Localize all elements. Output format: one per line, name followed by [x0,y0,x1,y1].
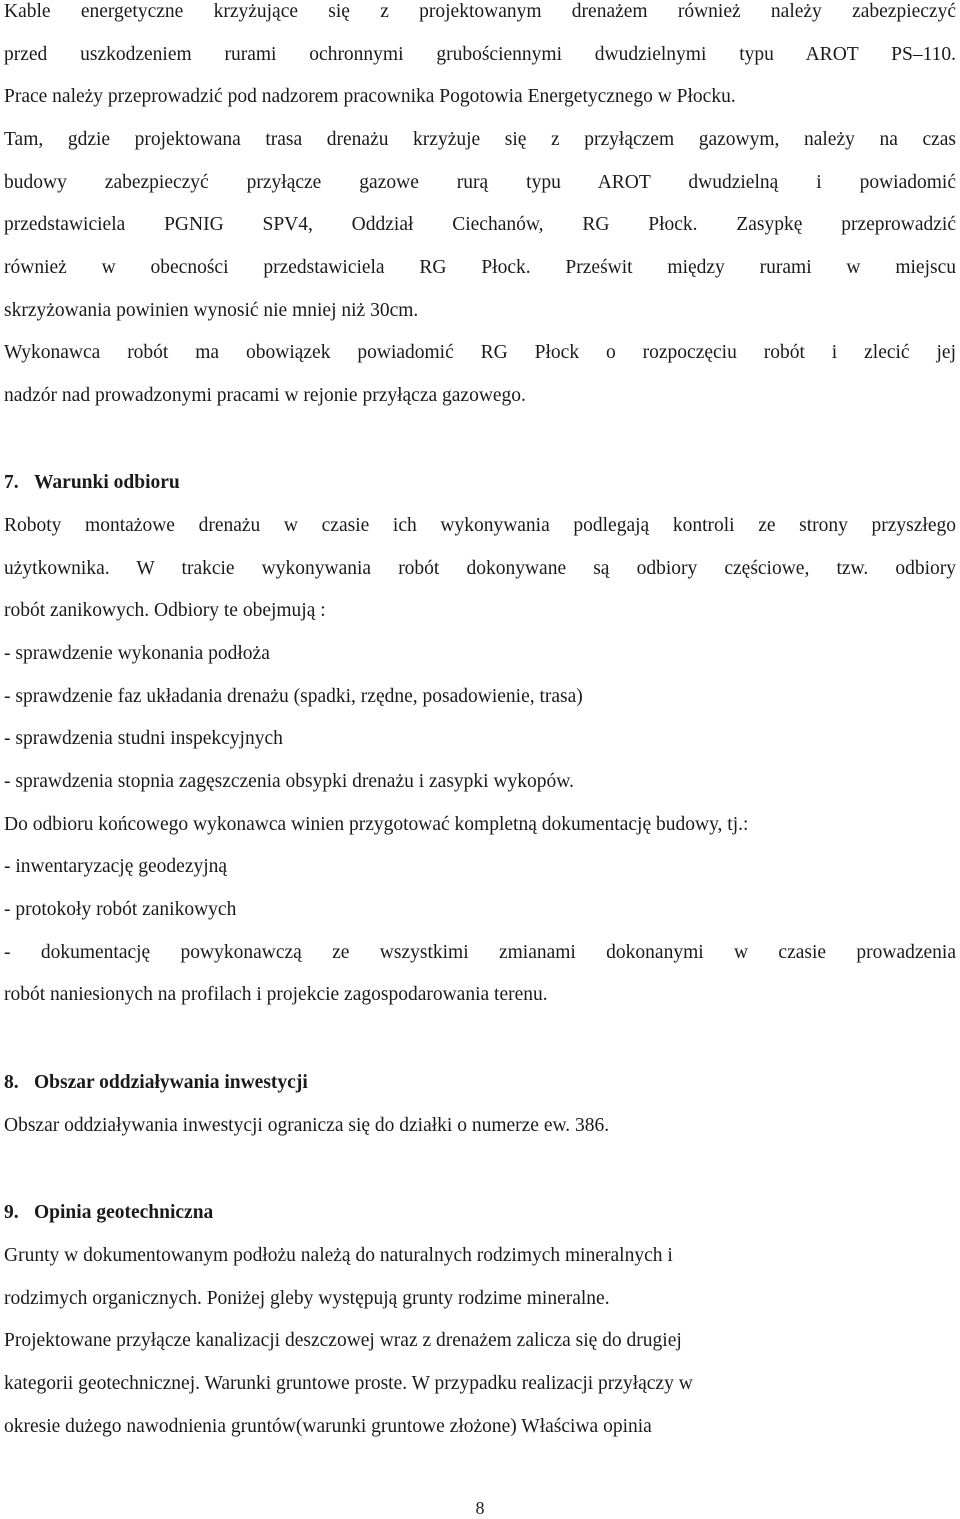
paragraph-line: Kable energetyczne krzyżujące się z projektowanym drenażem również należy zabezpieczyć [4,1,956,22]
section-title: Opinia geotechniczna [34,1202,214,1223]
list-item: - inwentaryzację geodezyjną [4,856,228,877]
list-item: - sprawdzenie faz układania drenażu (spadki, rzędne, posadowienie, trasa) [4,686,583,707]
paragraph-line: Do odbioru końcowego wykonawca winien przygotować kompletną dokumentację budowy, tj.: [4,814,749,835]
list-item: - sprawdzenia studni inspekcyjnych [4,728,283,749]
paragraph-line: budowy zabezpieczyć przyłącze gazowe rurą typu AROT dwudzielną i powiadomić [4,172,956,193]
list-item: - sprawdzenie wykonania podłoża [4,643,270,664]
paragraph-line: przedstawiciela PGNIG SPV4, Oddział Ciechanów, RG Płock. Zasypkę przeprowadzić [4,214,956,235]
paragraph-line: również w obecności przedstawiciela RG Płock. Prześwit między rurami w miejscu [4,257,956,278]
paragraph-line: Tam, gdzie projektowana trasa drenażu krzyżuje się z przyłączem gazowym, należy na czas [4,129,956,150]
section-number: 9. [4,1202,19,1223]
paragraph-line: Projektowane przyłącze kanalizacji deszczowej wraz z drenażem zalicza się do drugiej [4,1330,682,1351]
section-number: 8. [4,1072,19,1093]
paragraph-line: Prace należy przeprowadzić pod nadzorem pracownika Pogotowia Energetycznego w Płocku. [4,86,736,107]
section-number: 7. [4,472,19,493]
paragraph-line: Roboty montażowe drenażu w czasie ich wykonywania podlegają kontroli ze strony przyszłego [4,515,956,536]
page-number: 8 [475,1498,485,1518]
list-item: - protokoły robót zanikowych [4,899,237,920]
paragraph-line: Grunty w dokumentowanym podłożu należą do naturalnych rodzimych mineralnych i [4,1245,673,1266]
paragraph-line: przed uszkodzeniem rurami ochronnymi grubościennymi dwudzielnymi typu AROT PS–110. [4,44,956,65]
paragraph-line: użytkownika. W trakcie wykonywania robót dokonywane są odbiory częściowe, tzw. odbiory [4,558,956,579]
paragraph-line: okresie dużego nawodnienia gruntów(warunki gruntowe złożone) Właściwa opinia [4,1416,652,1437]
section-title: Warunki odbioru [34,472,180,493]
section-heading [4,471,180,495]
paragraph-line: nadzór nad prowadzonymi pracami w rejonie przyłącza gazowego. [4,385,526,406]
section-heading [4,1071,308,1095]
list-item: - dokumentację powykonawczą ze wszystkimi zmianami dokonanymi w czasie prowadzenia [4,942,956,963]
paragraph-line: robót zanikowych. Odbiory te obejmują : [4,600,326,621]
section-title: Obszar oddziaływania inwestycji [34,1072,308,1093]
list-item: - sprawdzenia stopnia zagęszczenia obsypki drenażu i zasypki wykopów. [4,771,574,792]
paragraph-line: skrzyżowania powinien wynosić nie mniej niż 30cm. [4,300,419,321]
paragraph-line: rodzimych organicznych. Poniżej gleby występują grunty rodzime mineralne. [4,1288,610,1309]
section-heading [4,1201,213,1225]
paragraph-line: robót naniesionych na profilach i projekcie zagospodarowania terenu. [4,984,548,1005]
paragraph-line: kategorii geotechnicznej. Warunki gruntowe proste. W przypadku realizacji przyłączy w [4,1373,693,1394]
paragraph-line: Wykonawca robót ma obowiązek powiadomić RG Płock o rozpoczęciu robót i zlecić jej [4,342,956,363]
paragraph-line: Obszar oddziaływania inwestycji ogranicza się do działki o numerze ew. 386. [4,1115,610,1136]
